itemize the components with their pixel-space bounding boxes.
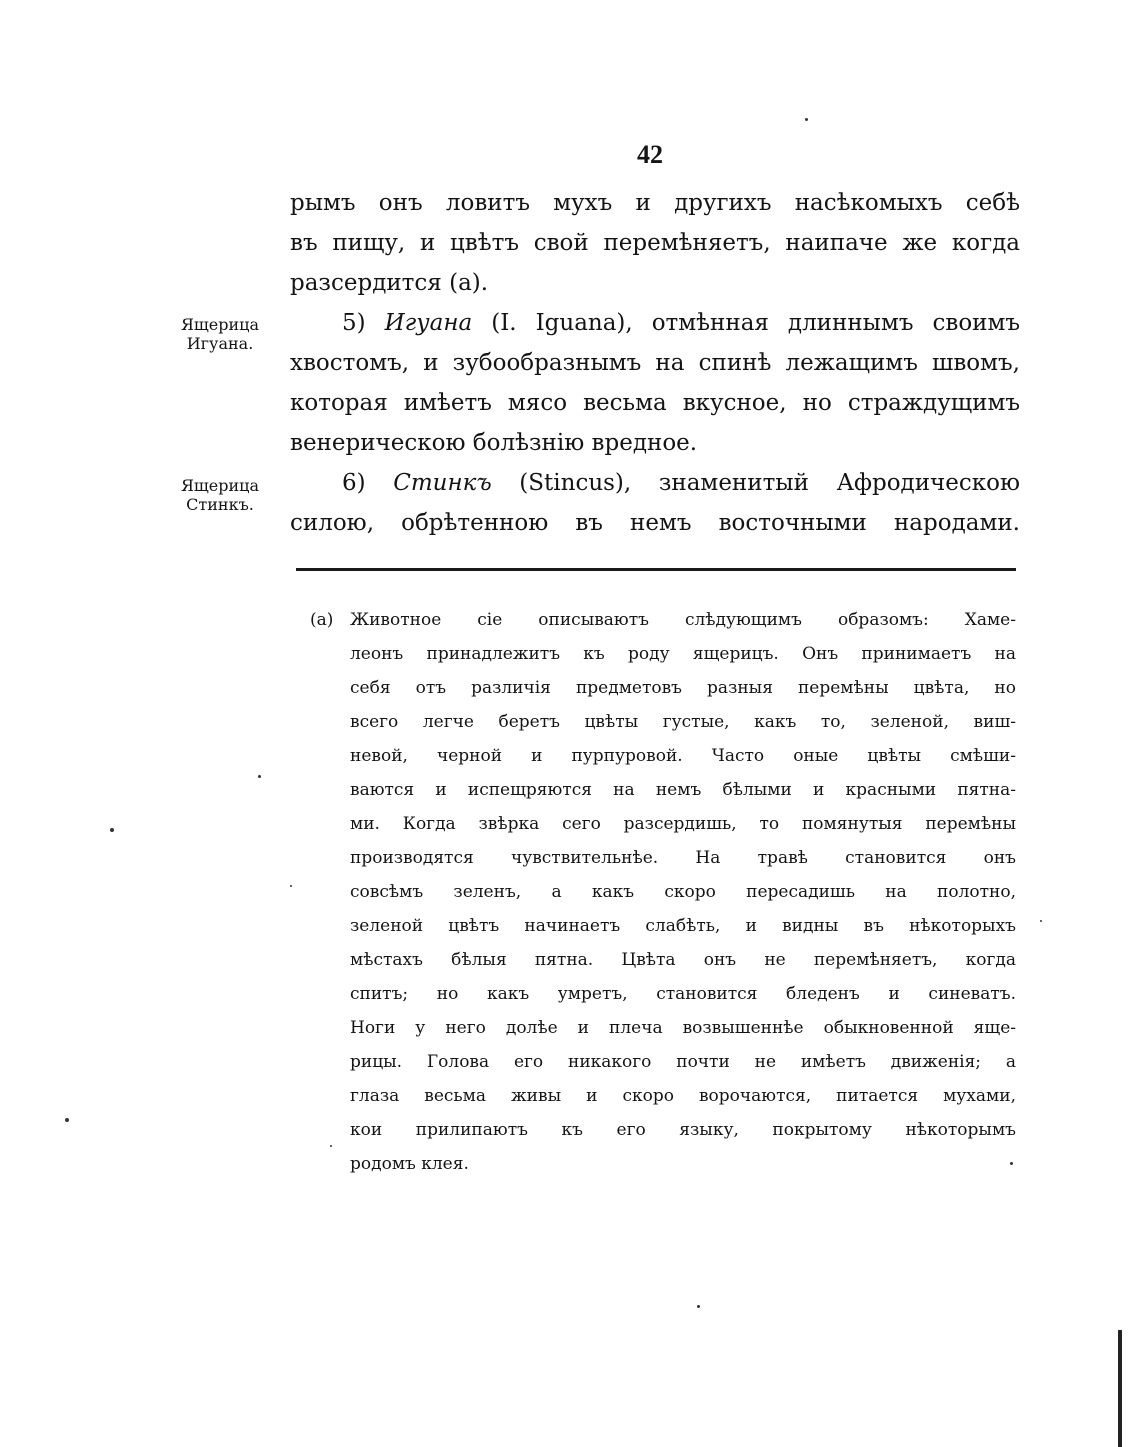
page-number: 42 [637,140,663,169]
footnote [310,603,1016,1181]
main-text-line: разсердится (а). [290,270,489,296]
scan-speck [290,885,292,887]
scan-speck [697,1305,700,1308]
footnote-line: совсѣмъ зеленъ, а какъ скоро пересадишь на полотно, [350,882,1016,902]
footnote-marker: (а) [310,610,334,630]
main-text-line: которая имѣетъ мясо весьма вкусное, но страждущимъ [290,390,1020,416]
scan-speck [1010,1162,1013,1165]
item-number: 6) [342,470,366,496]
footnote-line: Ноги у него долѣе и плеча возвышеннѣе обыкновенной яще- [350,1018,1016,1038]
main-text-line: силою, обрѣтенною въ немъ восточными народами. [290,510,1020,536]
page-edge-mark [1118,1330,1122,1447]
footnote-line: зеленой цвѣтъ начинаетъ слабѣть, и видны въ нѣкоторыхъ [350,916,1016,936]
margin-note-iguana: Ящерица Игуана. [181,315,259,353]
footnote-line [310,603,1016,637]
main-text-line: рымъ онъ ловитъ мухъ и другихъ насѣкомыхъ себѣ [290,190,1020,216]
margin-note-stincus: Ящерица Стинкъ. [181,476,259,514]
footnote-separator-rule [296,568,1016,571]
item-number: 5) [342,310,366,336]
iguana-paragraph-line [290,303,1020,343]
scan-speck [258,775,261,778]
footnote-line: себя отъ различія предметовъ разныя перемѣны цвѣта, но [350,678,1016,698]
footnote-line: леонъ принадлежитъ къ роду ящерицъ. Онъ принимаетъ на [350,644,1016,664]
footnote-line-text: Животное сіе описываютъ слѣдующимъ образомъ: Хаме- [350,610,1016,630]
main-text-line: въ пищу, и цвѣтъ свой перемѣняетъ, наипаче же когда [290,230,1020,256]
main-text [290,183,1020,543]
footnote-line: невой, черной и пурпуровой. Часто оные цвѣты смѣши- [350,746,1016,766]
item-text: (I. Iguana), отмѣнная длиннымъ своимъ [491,310,1020,336]
footnote-line: глаза весьма живы и скоро ворочаются, питается мухами, [350,1086,1016,1106]
item-text: (Stincus), знаменитый Афродическою [519,470,1020,496]
scan-speck [65,1118,69,1122]
taxon-name-stincus: Стинкъ [393,470,492,496]
scan-speck [805,118,808,121]
footnote-line: ми. Когда звѣрка сего разсердишь, то помянутыя перемѣны [350,814,1016,834]
footnote-line: ваются и испещряются на немъ бѣлыми и красными пятна- [350,780,1016,800]
footnote-line: родомъ клея. [350,1154,469,1174]
footnote-line: кои прилипаютъ къ его языку, покрытому нѣкоторымъ [350,1120,1016,1140]
scan-speck [1040,920,1042,922]
taxon-name-iguana: Игуана [384,310,473,336]
footnote-line: спитъ; но какъ умретъ, становится бледенъ и синеватъ. [350,984,1016,1004]
scan-speck [110,828,114,832]
scan-speck [330,1145,332,1147]
footnote-line: мѣстахъ бѣлыя пятна. Цвѣта онъ не перемѣняетъ, когда [350,950,1016,970]
stincus-paragraph-line [290,463,1020,503]
footnote-line: производятся чувствительнѣе. На травѣ становится онъ [350,848,1016,868]
footnote-line: рицы. Голова его никакого почти не имѣетъ движенія; а [350,1052,1016,1072]
footnote-line: всего легче беретъ цвѣты густые, какъ то, зеленой, виш- [350,712,1016,732]
main-text-line: хвостомъ, и зубообразнымъ на спинѣ лежащимъ швомъ, [290,350,1020,376]
main-text-line: венерическою болѣзнію вредное. [290,430,698,456]
